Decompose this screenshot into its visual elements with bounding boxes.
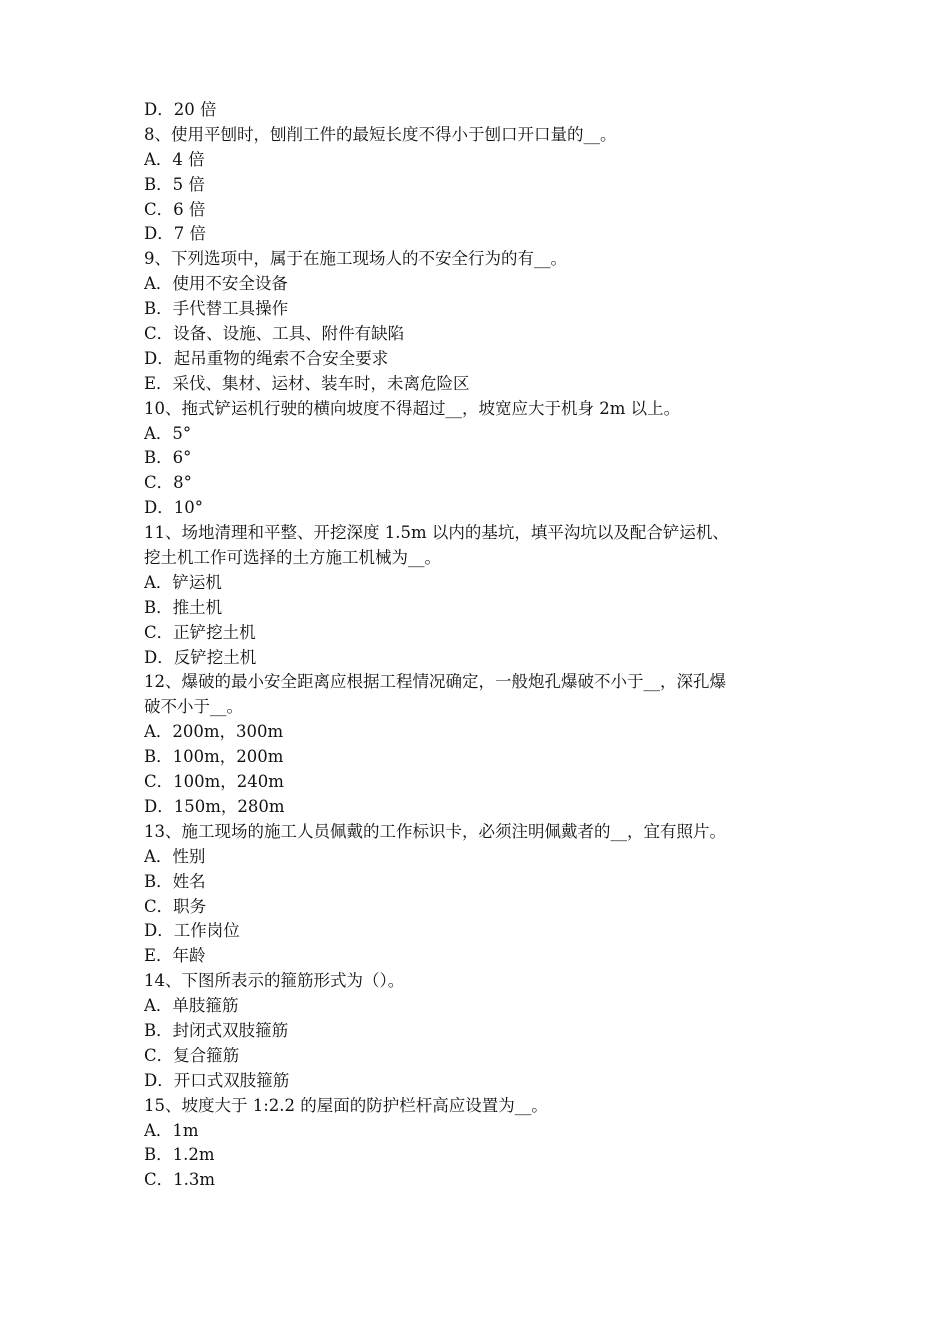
text-line: 9、下列选项中，属于在施工现场人的不安全行为的有__。	[144, 249, 567, 269]
text-line: D．工作岗位	[144, 921, 240, 941]
text-line: C．8°	[144, 473, 192, 493]
text-line: 11、场地清理和平整、开挖深度 1.5m 以内的基坑，填平沟坑以及配合铲运机、	[144, 523, 729, 543]
text-line: B．100m，200m	[144, 747, 284, 767]
text-line: A．单肢箍筋	[144, 996, 239, 1016]
text-line: D．150m，280m	[144, 796, 285, 816]
text-line: E．采伐、集材、运材、装车时，未离危险区	[144, 373, 470, 393]
text-line: 13、施工现场的施工人员佩戴的工作标识卡，必须注明佩戴者的__，宜有照片。	[144, 821, 726, 841]
text-line: A．1m	[144, 1120, 199, 1140]
text-line: D．起吊重物的绳索不合安全要求	[144, 348, 389, 368]
text-line: 10、拖式铲运机行驶的横向坡度不得超过__，坡宽应大于机身 2m 以上。	[144, 398, 681, 418]
text-line: C．职务	[144, 896, 207, 916]
text-line: C．设备、设施、工具、附件有缺陷	[144, 324, 405, 344]
text-line: 挖土机工作可选择的土方施工机械为__。	[144, 548, 441, 568]
text-line: 14、下图所表示的箍筋形式为（）。	[144, 971, 405, 991]
text-line: 8、使用平刨时，刨削工件的最短长度不得小于刨口开口量的__。	[144, 124, 617, 144]
text-line: D．10°	[144, 498, 203, 518]
text-line: B．6°	[144, 448, 192, 468]
text-line: D．反铲挖土机	[144, 647, 257, 667]
text-line: C．复合箍筋	[144, 1045, 240, 1065]
text-line: 15、坡度大于 1:2.2 的屋面的防护栏杆高应设置为__。	[144, 1095, 548, 1115]
text-line: A．性别	[144, 846, 206, 866]
text-line: B．5 倍	[144, 174, 205, 194]
text-line: 12、爆破的最小安全距离应根据工程情况确定，一般炮孔爆破不小于__，深孔爆	[144, 672, 726, 692]
text-line: D．开口式双肢箍筋	[144, 1070, 290, 1090]
document-body	[144, 98, 814, 1193]
text-line: 破不小于__。	[144, 697, 243, 717]
text-line: C．1.3m	[144, 1170, 216, 1190]
text-line: A．4 倍	[144, 149, 205, 169]
text-line: D．20 倍	[144, 100, 217, 119]
text-line: E．年龄	[144, 946, 206, 966]
text-line: B．姓名	[144, 871, 206, 891]
text-line: B．手代替工具操作	[144, 299, 289, 319]
text-line: A．200m，300m	[144, 722, 284, 742]
text-line: A．铲运机	[144, 572, 222, 592]
text-line: B．封闭式双肢箍筋	[144, 1020, 289, 1040]
text-line: C．正铲挖土机	[144, 622, 256, 642]
text-line: A．5°	[144, 423, 192, 443]
text-line: C．6 倍	[144, 199, 206, 219]
text-line: D．7 倍	[144, 224, 206, 244]
text-line: A．使用不安全设备	[144, 274, 288, 294]
text-line: C．100m，240m	[144, 772, 284, 792]
text-line: B．推土机	[144, 597, 223, 617]
text-line: B．1.2m	[144, 1145, 215, 1165]
